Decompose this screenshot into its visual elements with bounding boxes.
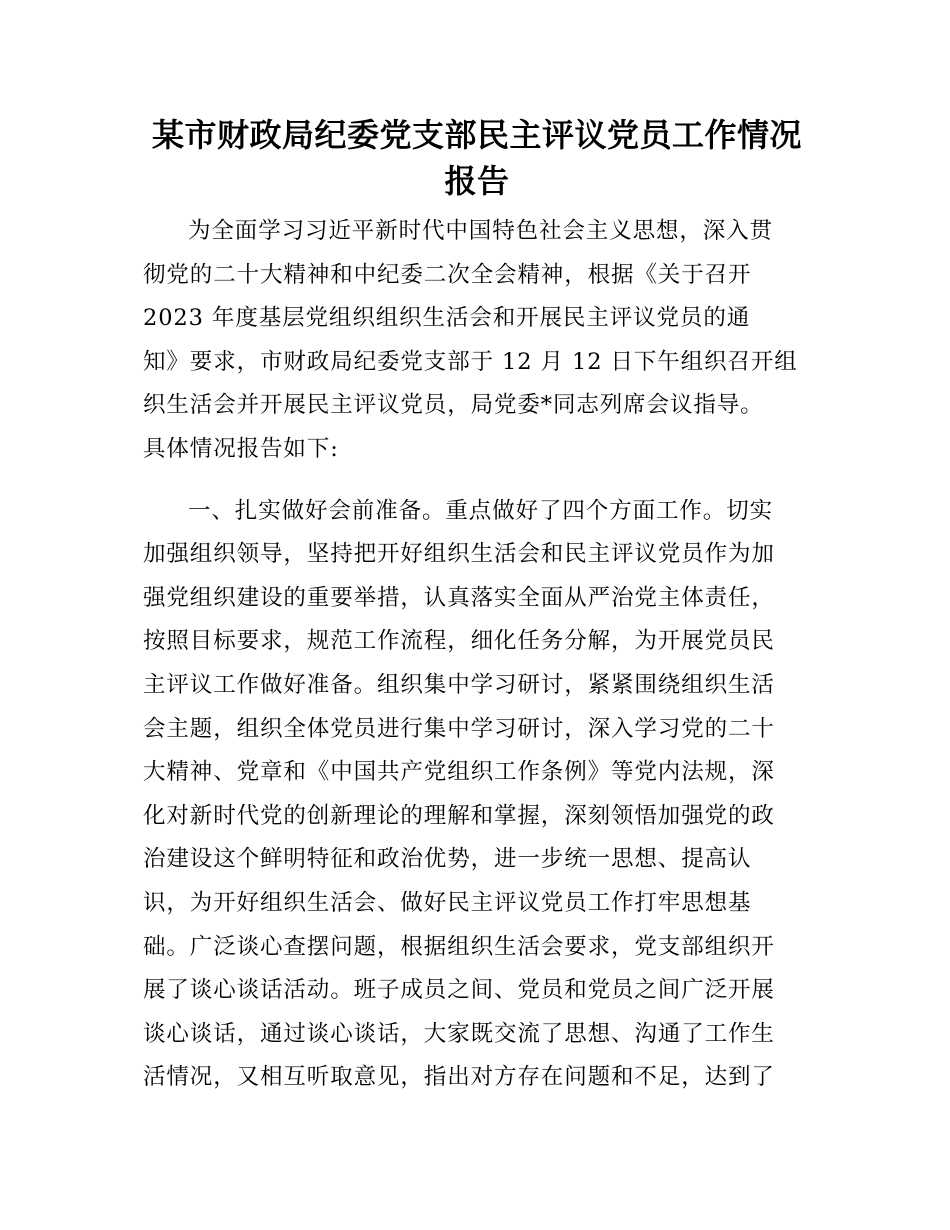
text-line: 彻党的二十大精神和中纪委二次全会精神，根据《关于召开 xyxy=(143,261,752,288)
text-line: 谈心谈话，通过谈心谈话，大家既交流了思想、沟通了工作生 xyxy=(143,1020,775,1047)
text-line: 活情况，又相互听取意见，指出对方存在问题和不足，达到了 xyxy=(143,1064,775,1091)
text-line: 展了谈心谈话活动。班子成员之间、党员和党员之间广泛开展 xyxy=(143,977,775,1004)
text-line: 大精神、党章和《中国共产党组织工作条例》等党内法规，深 xyxy=(143,759,775,786)
paragraph-section-1 xyxy=(143,490,811,1100)
text-line: 知》要求，市财政局纪委党支部于 12 月 12 日下午组织召开组 xyxy=(143,348,798,375)
paragraph-intro xyxy=(143,210,811,472)
text-line: 一、扎实做好会前准备。重点做好了四个方面工作。切实 xyxy=(188,497,774,524)
text-line: 强党组织建设的重要举措，认真落实全面从严治党主体责任， xyxy=(143,584,775,611)
text-line: 识，为开好组织生活会、做好民主评议党员工作打牢思想基 xyxy=(143,889,752,916)
text-line: 具体情况报告如下: xyxy=(143,435,339,462)
text-line: 为全面学习习近平新时代中国特色社会主义思想，深入贯 xyxy=(188,218,774,244)
paragraph-spacer xyxy=(143,472,811,490)
text-line: 织生活会并开展民主评议党员，局党委*同志列席会议指导。 xyxy=(143,392,764,419)
text-line: 2023 年度基层党组织组织生活会和开展民主评议党员的通 xyxy=(143,305,751,332)
text-line: 化对新时代党的创新理论的理解和掌握，深刻领悟加强党的政 xyxy=(143,802,775,829)
title-line-2: 报告 xyxy=(444,162,510,200)
document-body xyxy=(143,210,811,1100)
text-line: 加强组织领导，坚持把开好组织生活会和民主评议党员作为加 xyxy=(143,541,775,568)
text-line: 础。广泛谈心查摆问题，根据组织生活会要求，党支部组织开 xyxy=(143,933,775,960)
text-line: 按照目标要求，规范工作流程，细化任务分解，为开展党员民 xyxy=(143,628,775,655)
text-line: 主评议工作做好准备。组织集中学习研讨，紧紧围绕组织生活 xyxy=(143,671,775,698)
document-page xyxy=(143,112,811,1100)
title-line-1: 某市财政局纪委党支部民主评议党员工作情况 xyxy=(151,116,802,154)
text-line: 会主题，组织全体党员进行集中学习研讨，深入学习党的二十 xyxy=(143,715,775,742)
document-title xyxy=(143,112,811,204)
text-line: 治建设这个鲜明特征和政治优势，进一步统一思想、提高认 xyxy=(143,846,752,873)
